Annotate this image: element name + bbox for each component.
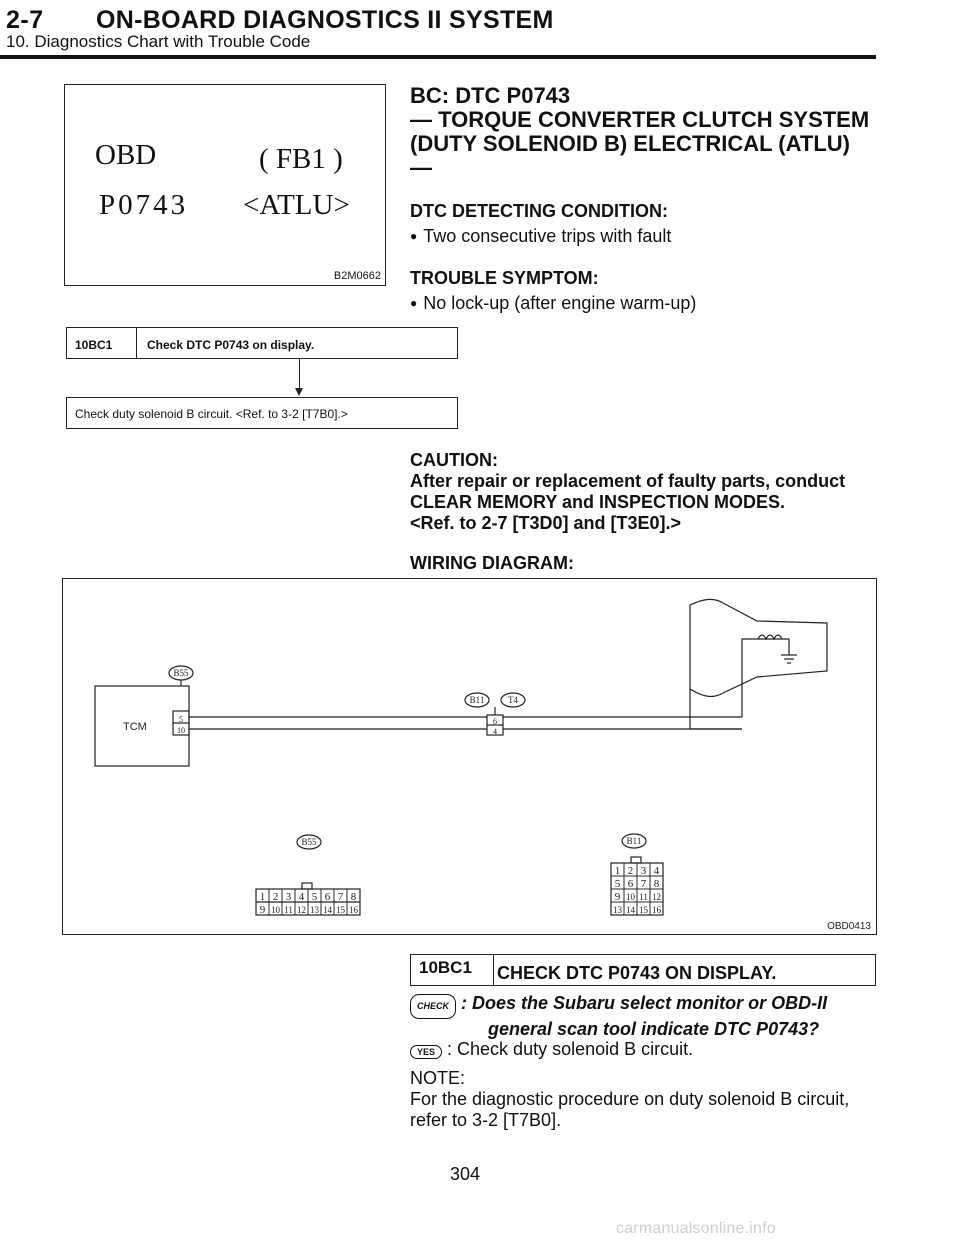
- wire-to-solenoid: [742, 639, 789, 717]
- b55-pin-15: 15: [336, 905, 345, 915]
- note-block: [410, 1068, 880, 1131]
- caution-block: [410, 450, 880, 534]
- b55-face-label: B55: [301, 837, 317, 847]
- flow-connector: [299, 359, 300, 390]
- transmission-outline: [690, 599, 827, 696]
- watermark: carmanualsonline.info: [616, 1220, 776, 1237]
- b55-pin-7: 7: [337, 891, 344, 903]
- check-step-box: [410, 954, 876, 986]
- caution-label: CAUTION:: [410, 450, 498, 470]
- check-step-title: CHECK DTC P0743 ON DISPLAY.: [497, 963, 777, 983]
- b11-pin-6: 6: [627, 878, 634, 890]
- b11-pin-11: 11: [639, 892, 648, 902]
- display-fb1: ( FB1 ): [259, 143, 343, 175]
- display-obd: OBD: [95, 139, 157, 171]
- heading-line-3: (DUTY SOLENOID B) ELECTRICAL (ATLU): [410, 131, 850, 156]
- b11-pin-grid: [611, 863, 663, 915]
- b11-face-key: [631, 857, 641, 863]
- b11-pin-3: 3: [640, 865, 647, 877]
- flow-step-code: 10BC1: [67, 328, 137, 358]
- check-question-line-2: general scan tool indicate DTC P0743?: [488, 1019, 820, 1039]
- b55-pin-11: 11: [284, 905, 293, 915]
- wiring-diagram-svg: [63, 579, 876, 934]
- header-rule: [0, 55, 876, 59]
- check-question-line-1: : Does the Subaru select monitor or OBD-II: [461, 993, 828, 1013]
- page-subtitle: 10. Diagnostics Chart with Trouble Code: [6, 32, 311, 51]
- display-code: P0743: [99, 189, 189, 221]
- b11-pin-8: 8: [653, 878, 660, 890]
- display-figure: [64, 84, 386, 286]
- b55-pin-2: 2: [272, 891, 279, 903]
- dtc-condition-label: DTC DETECTING CONDITION:: [410, 201, 668, 221]
- b55-pin-6: 6: [324, 891, 331, 903]
- page-title: ON-BOARD DIAGNOSTICS II SYSTEM: [96, 6, 554, 34]
- b55-pin-14: 14: [323, 905, 332, 915]
- section-number: 2-7: [6, 6, 44, 34]
- b11-pin-1: 1: [614, 865, 621, 877]
- t4-balloon-label: T4: [508, 695, 518, 705]
- b11-balloon-label: B11: [469, 695, 485, 705]
- display-atlu: <ATLU>: [243, 189, 350, 221]
- dtc-condition-item: [410, 226, 671, 247]
- b11-pin-14: 14: [626, 905, 635, 915]
- b55-pin-16: 16: [349, 905, 358, 915]
- bullet-icon: ●: [410, 229, 418, 243]
- b11-pin-13: 13: [613, 905, 622, 915]
- check-tag-icon: CHECK: [410, 994, 456, 1019]
- caution-line-3: <Ref. to 2-7 [T3D0] and [T3E0].>: [410, 513, 682, 533]
- yes-tag-icon: YES: [410, 1045, 442, 1059]
- tcm-pin-10: 10: [177, 726, 185, 735]
- note-line-2: refer to 3-2 [T7B0].: [410, 1110, 562, 1130]
- wiring-label: WIRING DIAGRAM:: [410, 553, 574, 573]
- b11-pin-4: 4: [653, 865, 660, 877]
- joint-pin-6: 6: [493, 717, 497, 726]
- page-number: 304: [450, 1164, 481, 1184]
- trouble-symptom-text: No lock-up (after engine warm-up): [423, 293, 697, 313]
- b11-pin-7: 7: [640, 878, 647, 890]
- b55-pin-1: 1: [259, 891, 266, 903]
- yes-answer: [410, 1039, 693, 1060]
- b11-pin-12: 12: [652, 892, 661, 902]
- b11-pin-10: 10: [626, 892, 635, 902]
- flow-step-title: Check DTC P0743 on display.: [147, 338, 315, 352]
- yes-answer-text: : Check duty solenoid B circuit.: [447, 1039, 694, 1059]
- heading-line-1: BC: DTC P0743: [410, 83, 571, 108]
- b55-pin-12: 12: [297, 905, 306, 915]
- note-label: NOTE:: [410, 1068, 466, 1088]
- flow-step-box: [66, 327, 458, 359]
- check-question: [410, 993, 880, 1040]
- b55-pin-13: 13: [310, 905, 319, 915]
- b55-pin-5: 5: [311, 891, 318, 903]
- b55-face-key: [302, 883, 312, 889]
- trouble-symptom-item: [410, 293, 696, 314]
- note-line-1: For the diagnostic procedure on duty solenoid B circuit,: [410, 1089, 850, 1109]
- check-step-code: 10BC1: [411, 955, 494, 985]
- bullet-icon: ●: [410, 296, 418, 310]
- b55-pin-10: 10: [271, 905, 280, 915]
- b11-pin-16: 16: [652, 905, 661, 915]
- section-heading: [410, 84, 880, 180]
- trouble-symptom-label: TROUBLE SYMPTOM:: [410, 268, 599, 288]
- b55-balloon-label: B55: [173, 668, 189, 678]
- b55-pin-4: 4: [298, 891, 305, 903]
- caution-line-1: After repair or replacement of faulty parts, conduct: [410, 471, 846, 491]
- heading-line-4: —: [410, 155, 432, 180]
- joint-pin-4: 4: [493, 727, 497, 736]
- flow-next-step: Check duty solenoid B circuit. <Ref. to 3-2 [T7B0].>: [66, 397, 458, 429]
- b11-pin-9: 9: [614, 891, 621, 903]
- b55-pin-8: 8: [350, 891, 357, 903]
- b11-pin-5: 5: [614, 878, 621, 890]
- b11-pin-2: 2: [627, 865, 634, 877]
- b11-face-label: B11: [626, 836, 642, 846]
- b55-pin-3: 3: [285, 891, 292, 903]
- tcm-pin-5: 5: [179, 715, 183, 724]
- b55-pin-9: 9: [259, 904, 266, 916]
- tcm-label: TCM: [123, 721, 147, 733]
- b11-pin-15: 15: [639, 905, 648, 915]
- wiring-figure-id: OBD0413: [827, 921, 871, 932]
- heading-line-2: — TORQUE CONVERTER CLUTCH SYSTEM: [410, 107, 870, 132]
- display-figure-id: B2M0662: [333, 270, 381, 282]
- dtc-condition-text: Two consecutive trips with fault: [423, 226, 672, 246]
- arrow-down-icon: [295, 388, 303, 396]
- caution-line-2: CLEAR MEMORY and INSPECTION MODES.: [410, 492, 786, 512]
